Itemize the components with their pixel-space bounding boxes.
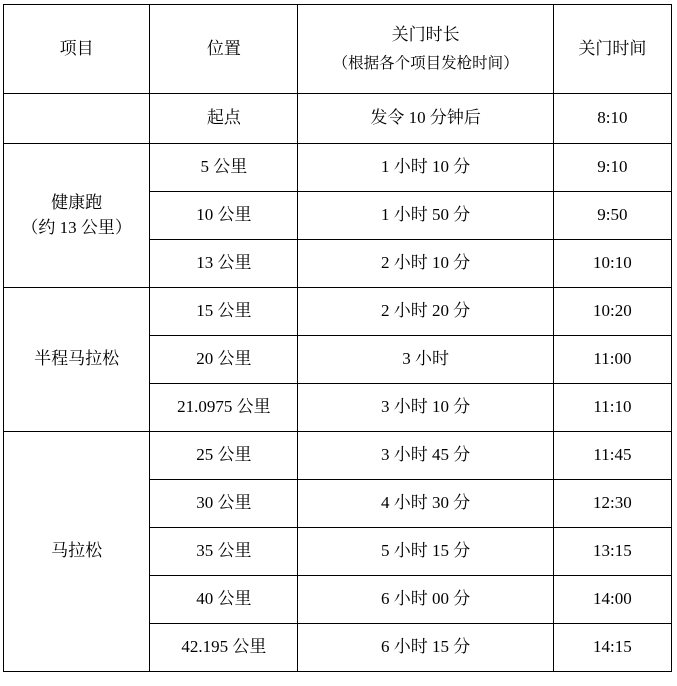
cell-time: 10:20 xyxy=(553,288,671,336)
cell-duration: 6 小时 15 分 xyxy=(298,624,553,672)
header-project: 项目 xyxy=(4,5,150,94)
cell-duration: 3 小时 45 分 xyxy=(298,432,553,480)
cell-time: 9:50 xyxy=(553,192,671,240)
group-label-health-run xyxy=(4,144,150,288)
document-page xyxy=(0,4,677,686)
cell-location: 30 公里 xyxy=(150,480,298,528)
cell-time: 11:00 xyxy=(553,336,671,384)
group-label-marathon xyxy=(4,432,150,672)
table-header-row xyxy=(4,5,672,94)
table-row xyxy=(4,94,672,144)
cell-time: 13:15 xyxy=(553,528,671,576)
group-label-line-1: 半程马拉松 xyxy=(34,349,120,369)
header-location: 位置 xyxy=(150,5,298,94)
cell-duration: 3 小时 xyxy=(298,336,553,384)
closing-times-table xyxy=(3,4,672,672)
cell-duration: 1 小时 10 分 xyxy=(298,144,553,192)
cell-location: 5 公里 xyxy=(150,144,298,192)
cell-location: 21.0975 公里 xyxy=(150,384,298,432)
header-time: 关门时间 xyxy=(553,5,671,94)
cell-location: 42.195 公里 xyxy=(150,624,298,672)
cell-time: 11:10 xyxy=(553,384,671,432)
cell-duration: 2 小时 20 分 xyxy=(298,288,553,336)
header-duration-main: 关门时长 xyxy=(391,24,460,44)
cell-time: 12:30 xyxy=(553,480,671,528)
cell-duration: 3 小时 10 分 xyxy=(298,384,553,432)
table-row xyxy=(4,144,672,192)
cell-location: 40 公里 xyxy=(150,576,298,624)
group-label-line-1: 马拉松 xyxy=(51,541,103,561)
header-duration xyxy=(298,5,553,94)
header-duration-sub: （根据各个项目发枪时间） xyxy=(332,54,519,72)
cell-location: 13 公里 xyxy=(150,240,298,288)
cell-duration: 6 小时 00 分 xyxy=(298,576,553,624)
cell-location: 起点 xyxy=(150,94,298,144)
cell-duration: 2 小时 10 分 xyxy=(298,240,553,288)
cell-location: 20 公里 xyxy=(150,336,298,384)
group-label-line-2: （约 13 公里） xyxy=(21,217,132,237)
cell-time: 10:10 xyxy=(553,240,671,288)
group-label-line-1: 健康跑 xyxy=(51,192,103,212)
cell-time: 8:10 xyxy=(553,94,671,144)
cell-time: 11:45 xyxy=(553,432,671,480)
cell-duration: 5 小时 15 分 xyxy=(298,528,553,576)
cell-duration: 1 小时 50 分 xyxy=(298,192,553,240)
group-label-empty xyxy=(4,94,150,144)
cell-time: 9:10 xyxy=(553,144,671,192)
cell-duration: 发令 10 分钟后 xyxy=(298,94,553,144)
table-row xyxy=(4,432,672,480)
cell-location: 25 公里 xyxy=(150,432,298,480)
cell-time: 14:15 xyxy=(553,624,671,672)
cell-location: 15 公里 xyxy=(150,288,298,336)
cell-duration: 4 小时 30 分 xyxy=(298,480,553,528)
cell-location: 35 公里 xyxy=(150,528,298,576)
table-row xyxy=(4,288,672,336)
cell-location: 10 公里 xyxy=(150,192,298,240)
cell-time: 14:00 xyxy=(553,576,671,624)
group-label-half-marathon xyxy=(4,288,150,432)
